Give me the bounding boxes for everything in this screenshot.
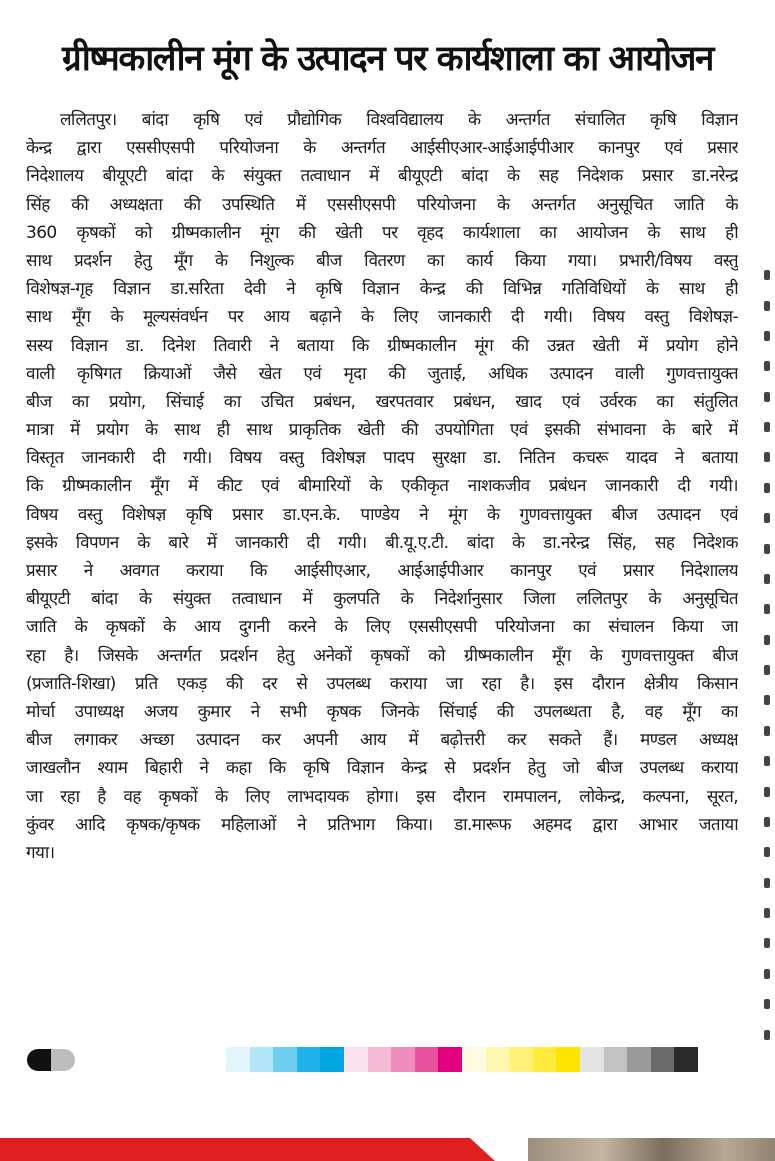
bottom-red-band (0, 1138, 495, 1161)
article-line: मोर्चा उपाध्यक्ष अजय कुमार ने सभी कृषक जिनके सिंचाई की उपलब्धता है, वह मूँग का (26, 701, 738, 722)
article-line: बीज का प्रयोग, सिंचाई का उचित प्रबंधन, खरपतवार प्रबंधन, खाद एवं उर्वरक का संतुलित (26, 391, 738, 412)
adjacent-text-fragment (764, 544, 770, 554)
article-line: बीज लगाकर अच्छा उत्पादन कर अपनी आय में बढ़ोत्तरी कर सकते हैं। मण्डल अध्यक्ष (26, 730, 738, 751)
article-line: सिंह की अध्यक्षता की उपस्थिति में एससीएसपी परियोजना के अन्तर्गत अनुसूचित जाति के (26, 194, 738, 215)
article-line: साथ मूँग के मूल्यसंवर्धन पर आय बढ़ाने के लिए जानकारी दी गयी। विषय वस्तु विशेषज्ञ- (26, 307, 738, 328)
article-line: मात्रा में प्रयोग के साथ ही साथ प्राकृतिक खेती की उपयोगिता एवं इसकी संभावना के बारे में (26, 420, 738, 441)
color-swatch (533, 1047, 557, 1072)
color-swatch (297, 1047, 321, 1072)
article-body (26, 106, 738, 966)
headline: ग्रीष्मकालीन मूंग के उत्पादन पर कार्यशाला का आयोजन (62, 39, 713, 79)
adjacent-text-fragment (764, 665, 770, 675)
adjacent-text-fragment (764, 392, 770, 402)
adjacent-text-fragment (764, 908, 770, 918)
article-line: जाखलौन श्याम बिहारी ने कहा कि कृषि विज्ञान केन्द्र से प्रदर्शन हेतु जो बीज उपलब्ध कराया (26, 758, 738, 779)
adjacent-text-fragment (764, 726, 770, 736)
print-color-bar (226, 1047, 698, 1072)
color-swatch (391, 1047, 415, 1072)
article-line: साथ प्रदर्शन हेतु मूँग के निशुल्क बीज वितरण का कार्य किया गया। प्रभारी/विषय वस्तु (26, 250, 738, 271)
article-line: निदेशालय बीयूएटी बांदा के संयुक्त तत्वाधान में बीयूएटी बांदा के सह निदेशक प्रसार डा.नरेन्द्र (26, 166, 738, 187)
adjacent-text-fragment (764, 787, 770, 797)
article-line: विशेषज्ञ-गृह विज्ञान डा.सरिता देवी ने कृषि विज्ञान केन्द्र की विभिन्न गतिविधियों के साथ ही (26, 279, 738, 300)
article-line: रहा है। जिसके अन्तर्गत प्रदर्शन हेतु अनेकों कृषकों को ग्रीष्मकालीन मूँग के गुणवत्तायुक्त बीज (26, 645, 738, 666)
article-line: इसके विपणन के बारे में जानकारी दी गयी। बी.यू.ए.टी. बांदा के डा.नरेन्द्र सिंह, सह निदेशक (26, 532, 738, 553)
color-swatch (415, 1047, 439, 1072)
adjacent-text-fragment (764, 270, 770, 280)
article-line: गया। (26, 842, 55, 863)
article-line: ललितपुर। बांदा कृषि एवं प्रौद्योगिक विश्वविद्यालय के अन्तर्गत संचालित कृषि विज्ञान (60, 110, 738, 130)
color-swatch (273, 1047, 297, 1072)
adjacent-text-fragment (764, 574, 770, 584)
article-line: विषय वस्तु विशेषज्ञ कृषि प्रसार डा.एन.के. पाण्डेय ने मूंग के गुणवत्तायुक्त बीज उत्पादन एवं (26, 504, 738, 525)
color-swatch (674, 1047, 698, 1072)
adjacent-text-fragment (764, 483, 770, 493)
adjacent-text-fragment (764, 1030, 770, 1040)
adjacent-text-fragment (764, 422, 770, 432)
adjacent-text-fragment (764, 999, 770, 1009)
article-line: केन्द्र द्वारा एससीएसपी परियोजना के अन्तर्गत आईसीएआर-आईआईपीआर कानपुर एवं प्रसार (26, 138, 738, 159)
color-swatch (438, 1047, 462, 1072)
color-swatch (462, 1047, 486, 1072)
color-swatch (627, 1047, 651, 1072)
article-line: वाली कृषिगत क्रियाओं जैसे खेत एवं मृदा की जुताई, अधिक उत्पादन वाली गुणवत्तायुक्त (26, 363, 738, 384)
color-swatch (509, 1047, 533, 1072)
color-swatch (250, 1047, 274, 1072)
color-swatch (344, 1047, 368, 1072)
article-line: कि ग्रीष्मकालीन मूँग में कीट एवं बीमारियों के एकीकृत नाशकजीव प्रबंधन जानकारी दी गयी। (26, 476, 738, 497)
adjacent-text-fragment (764, 635, 770, 645)
adjacent-text-fragment (764, 452, 770, 462)
article-line: विस्तृत जानकारी दी गयी। विषय वस्तु विशेषज्ञ पादप सुरक्षा डा. नितिन कचरू यादव ने बताया (26, 448, 738, 469)
article-line: (प्रजाति-शिखा) प्रति एकड़ की दर से उपलब्ध कराया जा रहा है। इस दौरान क्षेत्रीय किसान (26, 673, 738, 694)
article-line: कुंवर आदि कृषक/कृषक महिलाओं ने प्रतिभाग किया। डा.मारूफ अहमद द्वारा आभार जताया (26, 814, 738, 835)
adjacent-text-fragment (764, 847, 770, 857)
adjacent-text-fragment (764, 756, 770, 766)
color-swatch (368, 1047, 392, 1072)
adjacent-text-fragment (764, 969, 770, 979)
adjacent-text-fragment (764, 817, 770, 827)
color-swatch (556, 1047, 580, 1072)
adjacent-text-fragment (764, 938, 770, 948)
color-swatch (320, 1047, 344, 1072)
adjacent-text-fragment (764, 878, 770, 888)
adjacent-text-fragment (764, 361, 770, 371)
color-swatch (651, 1047, 675, 1072)
adjacent-text-fragment (764, 513, 770, 523)
color-swatch (226, 1047, 250, 1072)
adjacent-text-fragment (764, 695, 770, 705)
color-swatch (580, 1047, 604, 1072)
registration-mark (27, 1049, 75, 1071)
article-line: बीयूएटी बांदा के संयुक्त तत्वाधान में कुलपति के निदेर्शानुसार जिला ललितपुर के अनुसूचित (26, 589, 738, 610)
article-line: 360 कृषकों को ग्रीष्मकालीन मूंग की खेती पर वृहद कार्यशाला का आयोजन के साथ ही (26, 222, 738, 243)
article-line: जा रहा है वह कृषकों के लिए लाभदायक होगा। इस दौरान रामपालन, लोकेन्द्र, कल्पना, सूरत, (26, 786, 738, 807)
article-line: सस्य विज्ञान डा. दिनेश तिवारी ने बताया कि ग्रीष्मकालीन मूंग की उन्नत खेती में प्रयोग होने (26, 335, 738, 356)
bottom-photo-fragment (528, 1138, 775, 1161)
article-line: जाति के कृषकों के आय दुगनी करने के लिए एससीएसपी परियोजना का संचालन किया जा (26, 617, 738, 638)
color-swatch (604, 1047, 628, 1072)
adjacent-text-fragment (764, 301, 770, 311)
registration-mark-dark (27, 1049, 51, 1071)
adjacent-text-fragment (764, 604, 770, 614)
bottom-strip (0, 1138, 775, 1161)
adjacent-column-fragment (764, 260, 775, 1050)
adjacent-text-fragment (764, 331, 770, 341)
registration-mark-light (51, 1049, 75, 1071)
color-swatch (486, 1047, 510, 1072)
article-line: प्रसार ने अवगत कराया कि आईसीएआर, आईआईपीआर कानपुर एवं प्रसार निदेशालय (26, 561, 738, 581)
